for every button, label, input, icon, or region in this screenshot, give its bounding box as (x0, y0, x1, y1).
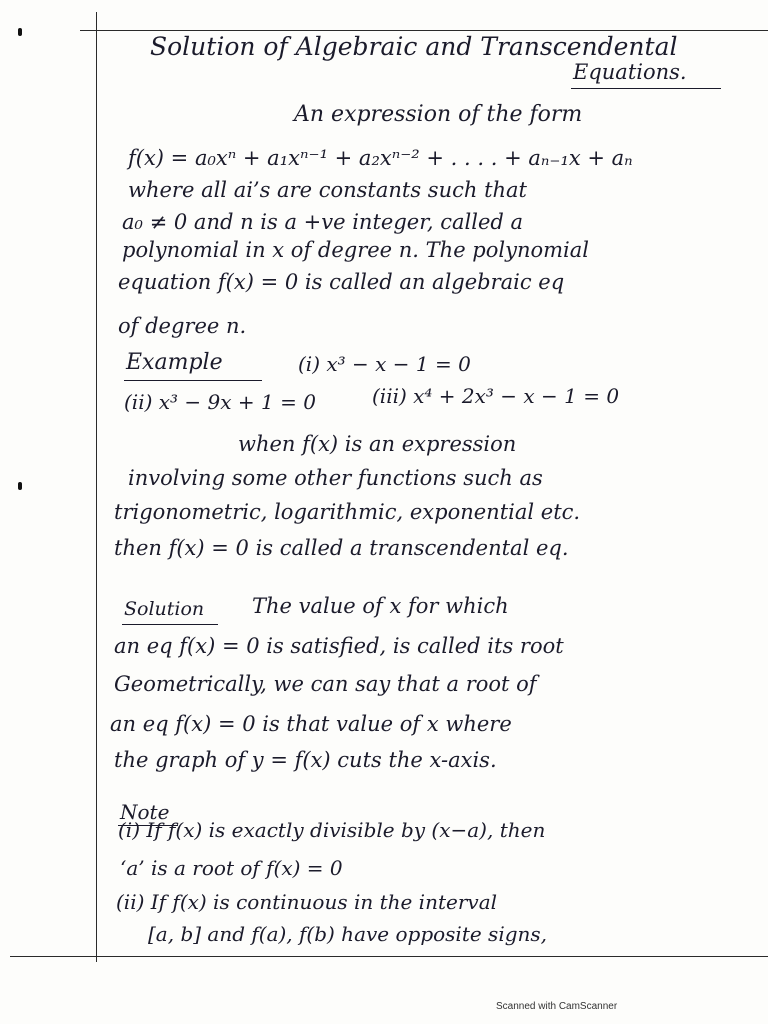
example-equation-2: (ii) x³ − 9x + 1 = 0 (124, 390, 316, 414)
text-line-2: f(x) = a₀xⁿ + a₁xⁿ⁻¹ + a₂xⁿ⁻² + . . . . + aₙ₋₁x + aₙ (128, 146, 633, 170)
note-line-2: ‘a’ is a root of f(x) = 0 (120, 856, 343, 880)
text-line-17: an eq f(x) = 0 is that value of x where (110, 712, 512, 736)
text-line-14: The value of x for which (252, 594, 509, 618)
punch-hole-mark (18, 482, 22, 490)
bottom-rule (10, 956, 768, 957)
text-line-12: trigonometric, logarithmic, exponential etc. (114, 500, 581, 524)
margin-line (96, 12, 97, 962)
punch-hole-mark (18, 28, 22, 36)
text-line-15: an eq f(x) = 0 is satisfied, is called its root (114, 634, 564, 658)
text-line-11: involving some other functions such as (128, 466, 543, 490)
text-line-4: a₀ ≠ 0 and n is a +ve integer, called a (122, 210, 524, 234)
solution-underline (122, 624, 218, 625)
example-equation-1: (i) x³ − x − 1 = 0 (298, 352, 471, 376)
note-line-1: (i) If f(x) is exactly divisible by (x−a), then (118, 818, 546, 842)
example-heading: Example (126, 350, 223, 375)
text-line-13: then f(x) = 0 is called a transcendental eq. (114, 536, 569, 560)
text-line-1: An expression of the form (294, 102, 583, 127)
text-line-7: of degree n. (118, 314, 247, 338)
page-title: Solution of Algebraic and Transcendental (150, 32, 678, 61)
note-line-3: (ii) If f(x) is continuous in the interval (116, 890, 498, 914)
text-line-10: when f(x) is an expression (238, 432, 517, 456)
text-line-5: polynomial in x of degree n. The polynomial (122, 238, 589, 262)
example-underline (124, 380, 262, 381)
text-line-3: where all ai’s are constants such that (128, 178, 527, 202)
top-rule (80, 30, 768, 31)
example-equation-3: (iii) x⁴ + 2x³ − x − 1 = 0 (372, 384, 620, 408)
title-underline (571, 88, 721, 89)
text-line-18: the graph of y = f(x) cuts the x-axis. (114, 748, 497, 772)
scanner-watermark: Scanned with CamScanner (496, 1001, 618, 1012)
note-heading: Note (120, 800, 170, 824)
page-title-continued: Equations. (573, 60, 687, 84)
note-line-4: [a, b] and f(a), f(b) have opposite signs, (148, 922, 548, 946)
solution-heading: Solution (124, 598, 205, 620)
text-line-16: Geometrically, we can say that a root of (114, 672, 537, 696)
text-line-6: equation f(x) = 0 is called an algebraic eq (118, 270, 565, 294)
